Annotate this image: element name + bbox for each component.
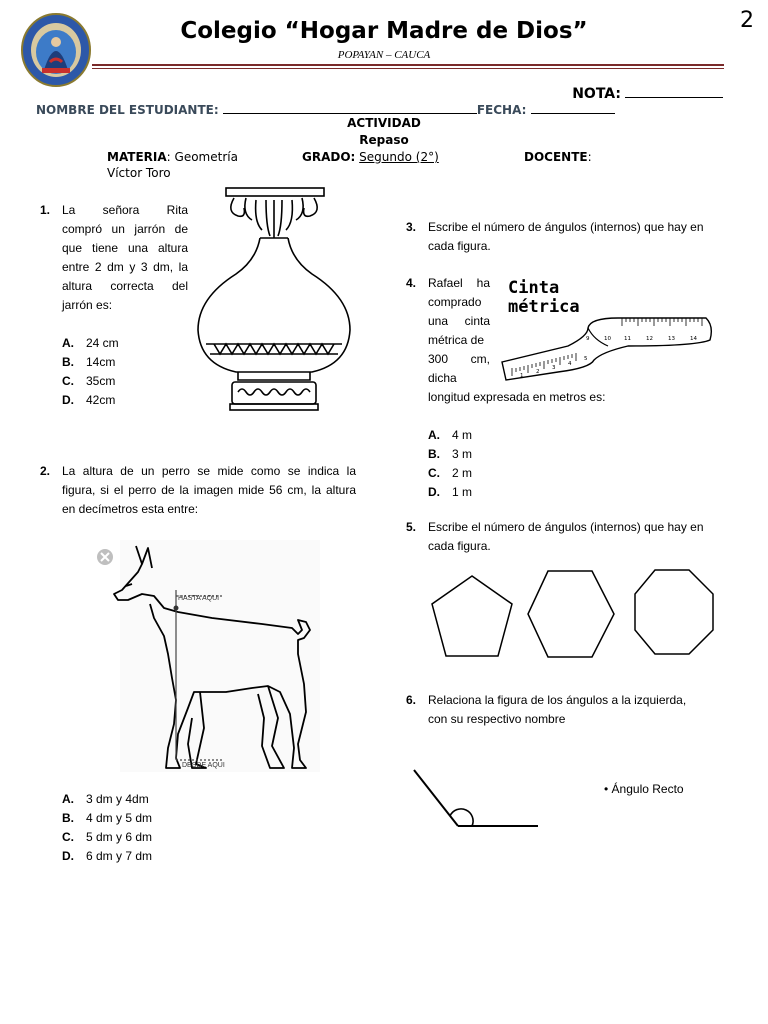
question-text-line: compró un jarrón de <box>62 222 188 236</box>
answer-option[interactable] <box>428 426 724 445</box>
tape-number: 11 <box>624 336 631 342</box>
option-letter: B. <box>428 447 440 461</box>
teacher-field <box>524 150 592 164</box>
student-name-blank[interactable] <box>223 102 477 114</box>
answer-option[interactable] <box>62 391 188 410</box>
option-letter: A. <box>62 792 74 806</box>
tape-title-line-2: métrica <box>508 297 580 317</box>
tape-number: 12 <box>646 336 653 342</box>
tape-number: 2 <box>536 369 540 375</box>
question-1 <box>40 201 188 410</box>
question-number: 4. <box>406 276 417 290</box>
height-bottom-label: DESDE AQUI <box>182 762 225 769</box>
option-text: 42cm <box>86 393 116 407</box>
height-top-label: HASTA AQUI <box>178 595 220 602</box>
option-letter: C. <box>428 466 440 480</box>
polygons-figure <box>428 566 720 662</box>
grade-label: NOTA: <box>572 86 621 102</box>
activity-title: ACTIVIDAD <box>347 116 421 130</box>
answer-option[interactable] <box>428 445 724 464</box>
student-line <box>36 102 615 117</box>
pentagon-shape <box>432 576 512 656</box>
tape-title-line-1: Cinta <box>508 278 560 298</box>
grade-blank[interactable] <box>625 84 723 98</box>
option-text: 14cm <box>86 355 116 369</box>
question-number: 6. <box>406 693 417 707</box>
teacher-name: Víctor Toro <box>107 166 171 180</box>
option-text: 5 dm y 6 dm <box>86 830 153 844</box>
question-text-line: altura correcta del <box>62 279 188 293</box>
teacher-label: DOCENTE <box>524 150 588 164</box>
option-letter: C. <box>62 830 74 844</box>
answer-option[interactable] <box>62 372 188 391</box>
option-text: 3 dm y 4dm <box>86 792 149 806</box>
question-text-line: que tiene una altura <box>62 241 188 255</box>
answer-option[interactable] <box>428 483 724 502</box>
option-letter: D. <box>62 393 74 407</box>
question-text-line: cada figura. <box>428 239 491 253</box>
answer-option[interactable] <box>62 353 188 372</box>
answer-option[interactable] <box>62 334 188 353</box>
answer-options <box>428 426 724 502</box>
answer-option[interactable] <box>62 828 240 847</box>
option-text: 35cm <box>86 374 116 388</box>
answer-options <box>62 790 240 866</box>
school-city: POPAYAN – CAUCA <box>337 49 431 61</box>
question-text-line: 300 cm, <box>428 352 490 366</box>
grade-level-label: GRADO: <box>302 150 356 164</box>
answer-options <box>62 334 188 410</box>
question-text-line: métrica de <box>428 333 485 347</box>
option-letter: A. <box>428 428 440 442</box>
teacher-colon: : <box>587 150 592 164</box>
question-number: 3. <box>406 220 417 234</box>
angle-name-item[interactable] <box>604 780 684 799</box>
tape-measure-illustration <box>498 276 716 384</box>
subject-field <box>107 150 238 164</box>
grade-level-value: Segundo (2°) <box>359 150 439 164</box>
option-text: 6 dm y 7 dm <box>86 849 153 863</box>
bullet-icon: • <box>604 782 612 796</box>
octagon-shape <box>635 570 713 654</box>
vase-illustration <box>196 186 352 414</box>
student-name-label: NOMBRE DEL ESTUDIANTE: <box>36 103 219 117</box>
question-3 <box>406 218 724 256</box>
header-rule <box>92 64 724 66</box>
school-name: Colegio “Hogar Madre de Dios” <box>180 18 588 44</box>
question-2 <box>40 462 356 519</box>
option-text: 2 m <box>452 466 473 480</box>
option-text: 24 cm <box>86 336 119 350</box>
angle-name-text: Ángulo Recto <box>611 782 684 796</box>
option-text: 1 m <box>452 485 473 499</box>
tape-number: 14 <box>690 336 697 342</box>
tape-number: 13 <box>668 336 675 342</box>
obtuse-angle-figure <box>410 766 542 832</box>
question-text-line: cada figura. <box>428 539 491 553</box>
question-text-line: figura, si el perro de la imagen mide 56 cm, la altura <box>62 483 356 497</box>
question-text-line: jarrón es: <box>62 298 113 312</box>
tape-number: 1 <box>520 373 524 379</box>
subject-label: MATERIA <box>107 150 167 164</box>
question-text-line: Escribe el número de ángulos (internos) que hay en <box>428 220 704 234</box>
option-letter: B. <box>62 811 74 825</box>
tape-number: 4 <box>568 361 572 367</box>
tape-number: 9 <box>586 336 590 342</box>
grade-field <box>572 84 723 102</box>
header-rule-thin <box>92 68 724 69</box>
question-text-line: La señora Rita <box>62 203 188 217</box>
question-text-line: una cinta <box>428 314 490 328</box>
date-blank[interactable] <box>531 102 615 114</box>
option-letter: A. <box>62 336 74 350</box>
activity-subtitle: Repaso <box>359 133 409 147</box>
question-number: 5. <box>406 520 417 534</box>
question-text-line: Escribe el número de ángulos (internos) que hay en <box>428 520 704 534</box>
option-text: 4 m <box>452 428 473 442</box>
tape-number: 3 <box>552 365 556 371</box>
hexagon-shape <box>528 571 614 657</box>
option-text: 4 dm y 5 dm <box>86 811 153 825</box>
question-text-line: entre 2 dm y 3 dm, la <box>62 260 188 274</box>
grade-level-field <box>302 150 439 164</box>
question-number: 2. <box>40 464 51 478</box>
option-letter: D. <box>62 849 74 863</box>
question-text-line: dicha <box>428 371 457 385</box>
answer-option[interactable] <box>428 464 724 483</box>
answer-option[interactable] <box>62 790 240 809</box>
question-text-line: comprado <box>428 295 482 309</box>
subject-value: : Geometría <box>166 150 238 164</box>
answer-option[interactable] <box>62 847 240 866</box>
tape-number: 10 <box>604 336 611 342</box>
option-text: 3 m <box>452 447 473 461</box>
question-text-line: La altura de un perro se mide como se indica la <box>62 464 356 478</box>
question-text-line: Rafael ha <box>428 276 490 290</box>
option-letter: D. <box>428 485 440 499</box>
answer-option[interactable] <box>62 809 240 828</box>
question-5 <box>406 518 724 556</box>
question-text-line: con su respectivo nombre <box>428 712 566 726</box>
option-letter: B. <box>62 355 74 369</box>
question-text-line: longitud expresada en metros es: <box>428 390 606 404</box>
page-number: 2 <box>740 8 754 33</box>
tape-number: 5 <box>584 356 588 362</box>
dog-illustration <box>92 538 328 776</box>
option-letter: C. <box>62 374 74 388</box>
question-text-line: en decímetros esta entre: <box>62 502 199 516</box>
question-number: 1. <box>40 203 51 217</box>
question-2-options <box>40 790 240 866</box>
question-6 <box>406 691 724 729</box>
question-text-line: Relaciona la figura de los ángulos a la izquierda, <box>428 693 687 707</box>
date-label: FECHA: <box>476 103 527 117</box>
